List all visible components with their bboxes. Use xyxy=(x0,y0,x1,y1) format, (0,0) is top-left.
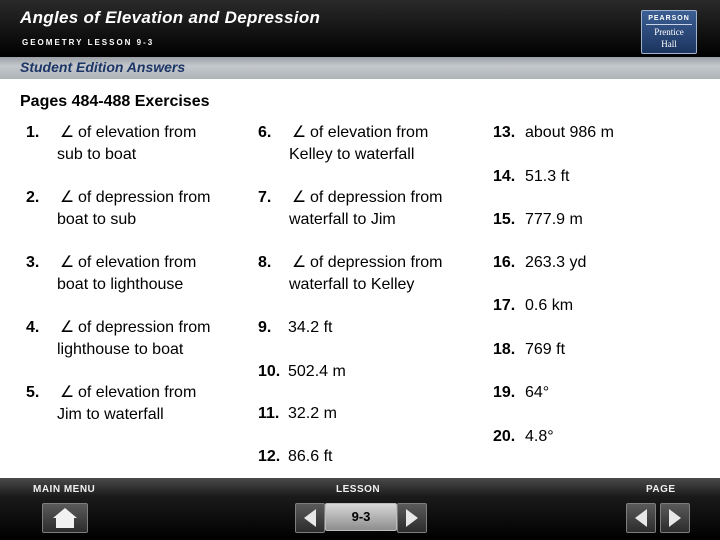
exercise-12 xyxy=(258,446,332,468)
exercise-number: 16. xyxy=(493,254,516,271)
main-menu-home-button[interactable] xyxy=(42,503,88,533)
lesson-prev-button[interactable] xyxy=(295,503,325,533)
exercise-2 xyxy=(26,187,211,231)
exercise-number: 3. xyxy=(26,254,40,271)
exercise-answer: 4.8° xyxy=(525,428,554,445)
main-menu-label: MAIN MENU xyxy=(33,484,96,495)
exercise-number: 19. xyxy=(493,384,516,401)
exercise-11 xyxy=(258,403,337,425)
exercise-answer: 0.6 km xyxy=(525,297,574,314)
lesson-subtitle: GEOMETRY LESSON 9-3 xyxy=(22,38,155,47)
exercise-number: 12. xyxy=(258,448,281,465)
exercises-heading: Pages 484-488 Exercises xyxy=(20,93,210,110)
angle-icon: ∠ xyxy=(59,319,75,336)
exercise-line-2: Jim to waterfall xyxy=(57,406,164,423)
exercise-line-2: boat to sub xyxy=(57,211,137,228)
exercise-line-2: lighthouse to boat xyxy=(57,341,184,358)
exercise-line-1: of depression from xyxy=(78,189,211,206)
exercise-answer: about 986 m xyxy=(525,124,614,141)
logo-text-1: Prentice xyxy=(654,27,684,37)
exercise-9 xyxy=(258,317,332,339)
exercise-line-1: of depression from xyxy=(310,189,443,206)
exercise-7 xyxy=(258,187,443,231)
exercise-number: 15. xyxy=(493,211,516,228)
triangle-right-icon xyxy=(661,504,689,532)
exercise-number: 20. xyxy=(493,428,516,445)
exercise-line-2: waterfall to Jim xyxy=(289,211,396,228)
exercise-line-2: boat to lighthouse xyxy=(57,276,184,293)
exercise-line-1: of elevation from xyxy=(78,384,197,401)
exercise-answer: 769 ft xyxy=(525,341,566,358)
home-icon xyxy=(43,504,87,532)
publisher-logo xyxy=(641,10,697,54)
exercise-number: 18. xyxy=(493,341,516,358)
exercise-line-1: of elevation from xyxy=(78,124,197,141)
exercise-number: 7. xyxy=(258,189,272,206)
exercise-answer: 34.2 ft xyxy=(288,319,333,336)
exercise-1 xyxy=(26,122,196,166)
exercise-20 xyxy=(493,426,554,448)
exercise-3 xyxy=(26,252,196,296)
exercise-number: 13. xyxy=(493,124,516,141)
exercise-19 xyxy=(493,382,549,404)
triangle-left-icon xyxy=(296,504,324,532)
angle-icon: ∠ xyxy=(59,384,75,401)
angle-icon: ∠ xyxy=(59,124,75,141)
page-title: Angles of Elevation and Depression xyxy=(20,8,321,27)
exercise-10 xyxy=(258,361,346,383)
exercise-number: 5. xyxy=(26,384,40,401)
exercise-number: 11. xyxy=(258,405,280,422)
exercise-18 xyxy=(493,339,565,361)
lesson-next-button[interactable] xyxy=(397,503,427,533)
exercise-5 xyxy=(26,382,196,426)
exercise-answer: 86.6 ft xyxy=(288,448,333,465)
page-label: PAGE xyxy=(646,484,676,495)
exercise-line-2: sub to boat xyxy=(57,146,137,163)
header-bar xyxy=(0,0,720,57)
exercise-line-1: of depression from xyxy=(310,254,443,271)
exercise-17 xyxy=(493,295,573,317)
exercise-14 xyxy=(493,166,569,188)
page-next-button[interactable] xyxy=(660,503,690,533)
exercise-answer: 32.2 m xyxy=(288,405,337,422)
page-prev-button[interactable] xyxy=(626,503,656,533)
lesson-number: 9-3 xyxy=(325,503,397,531)
exercise-16 xyxy=(493,252,586,274)
angle-icon: ∠ xyxy=(59,189,75,206)
lesson-label: LESSON xyxy=(336,484,381,495)
exercise-line-1: of elevation from xyxy=(310,124,429,141)
angle-icon: ∠ xyxy=(291,254,307,271)
angle-icon: ∠ xyxy=(291,124,307,141)
exercise-number: 2. xyxy=(26,189,40,206)
section-banner xyxy=(0,57,720,79)
logo-top-text: PEARSON xyxy=(646,15,692,25)
exercise-answer: 51.3 ft xyxy=(525,168,570,185)
exercise-number: 4. xyxy=(26,319,40,336)
exercise-line-2: waterfall to Kelley xyxy=(289,276,415,293)
exercise-number: 8. xyxy=(258,254,272,271)
exercise-number: 9. xyxy=(258,319,272,336)
exercise-number: 14. xyxy=(493,168,516,185)
exercise-number: 6. xyxy=(258,124,272,141)
banner-text: Student Edition Answers xyxy=(20,59,186,75)
logo-text-2: Hall xyxy=(661,39,677,49)
angle-icon: ∠ xyxy=(59,254,75,271)
exercise-answer: 777.9 m xyxy=(525,211,583,228)
exercise-answer: 502.4 m xyxy=(288,363,346,380)
exercise-line-1: of depression from xyxy=(78,319,211,336)
exercise-line-1: of elevation from xyxy=(78,254,197,271)
exercise-4 xyxy=(26,317,211,361)
exercise-number: 17. xyxy=(493,297,516,314)
triangle-left-icon xyxy=(627,504,655,532)
exercise-15 xyxy=(493,209,583,231)
triangle-right-icon xyxy=(398,504,426,532)
exercise-answer: 263.3 yd xyxy=(525,254,587,271)
exercise-13 xyxy=(493,122,614,144)
angle-icon: ∠ xyxy=(291,189,307,206)
exercise-number: 10. xyxy=(258,363,281,380)
exercise-8 xyxy=(258,252,443,296)
exercise-answer: 64° xyxy=(525,384,550,401)
exercise-number: 1. xyxy=(26,124,40,141)
exercise-6 xyxy=(258,122,428,166)
exercise-line-2: Kelley to waterfall xyxy=(289,146,415,163)
